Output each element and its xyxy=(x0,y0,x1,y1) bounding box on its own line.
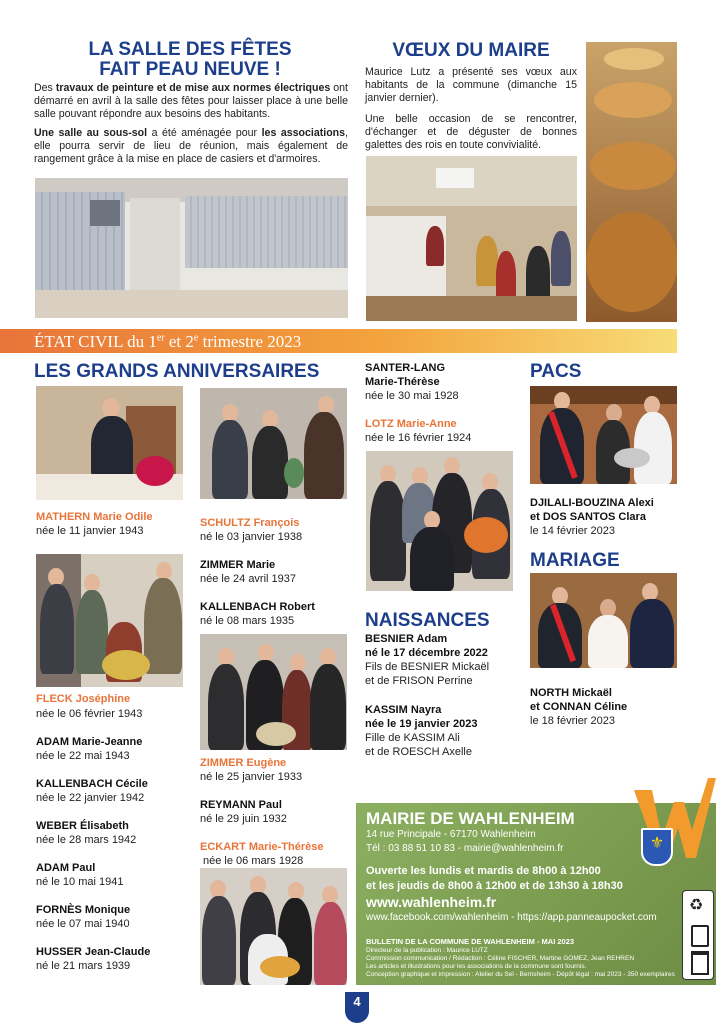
credit-line: Conception graphique et impression : Atelier du Sel - Bernsheim - Dépôt légal : mai 2023 - 350 exemplaires xyxy=(366,971,675,978)
salle-paragraph-2: Une salle au sous-sol a été aménagée pour les associations, elle pourra servir de lieu de réunion, mais également de rangement grâce à la mise en place de casiers et d'armoires. xyxy=(34,127,348,165)
naissance-parents-1: Fille de KASSIM Ali xyxy=(365,732,460,744)
pacs-title: PACS xyxy=(530,361,582,382)
annif-date: né le 03 janvier 1938 xyxy=(200,531,303,543)
mairie-social-links[interactable]: www.facebook.com/wahlenheim - https://app.panneaupocket.com xyxy=(366,912,657,923)
annif-date: né le 08 mars 1935 xyxy=(200,615,295,627)
salle-title-line2: FAIT PEAU NEUVE ! xyxy=(99,59,281,80)
naissance-parents-2: et de ROESCH Axelle xyxy=(365,746,472,758)
photo-zimmer xyxy=(200,634,347,750)
mariage-names-1: NORTH Mickaël xyxy=(530,687,612,699)
document-icon xyxy=(691,925,709,947)
voeux-paragraph-1: Maurice Lutz a présenté ses vœux aux habitants de la commune (dimanche 15 janvier dernier). xyxy=(365,66,577,104)
annif-date: née le 07 mai 1940 xyxy=(36,918,130,930)
photo-pacs xyxy=(530,386,677,484)
naissance-parents-1: Fils de BESNIER Mickaël xyxy=(365,661,490,673)
etat-civil-title: ÉTAT CIVIL du 1er et 2e trimestre 2023 xyxy=(34,332,302,351)
annif-date: née le 06 février 1943 xyxy=(36,708,143,720)
annif-name: HUSSER Jean-Claude xyxy=(36,946,151,958)
recycle-icon: ♻ xyxy=(689,897,704,914)
mairie-address: 14 rue Principale - 67170 Wahlenheim xyxy=(366,829,536,840)
naissance-parents-2: et de FRISON Perrine xyxy=(365,675,473,687)
annif-name: LOTZ Marie-Anne xyxy=(365,418,457,430)
galette-photo xyxy=(586,42,677,322)
annif-name: ZIMMER Eugène xyxy=(200,757,287,769)
salle-room-photo xyxy=(35,178,348,318)
annif-date: née le 30 mai 1928 xyxy=(365,390,459,402)
salle-paragraph-1: Des travaux de peinture et de mise aux normes électriques ont démarré en avril à la salle des fêtes pour laisser place à une belle salle pouvant répondre aux besoins des habitants. xyxy=(34,82,348,120)
annif-name: MATHERN Marie Odile xyxy=(36,511,153,523)
annif-name: ADAM Marie-Jeanne xyxy=(36,736,143,748)
annif-date: née le 06 mars 1928 xyxy=(203,855,304,867)
voeux-title: VŒUX DU MAIRE xyxy=(392,40,550,61)
annif-name: WEBER Élisabeth xyxy=(36,820,129,832)
voeux-paragraph-2: Une belle occasion de se rencontrer, d'échanger et de déguster de bonnes galettes des rois en toute convivialité. xyxy=(365,113,577,151)
annif-name-line2: Marie-Thérèse xyxy=(365,376,440,388)
annif-date: née le 28 mars 1942 xyxy=(36,834,137,846)
mairie-hours-2: et les jeudis de 8h00 à 12h00 et de 13h30 à 18h30 xyxy=(366,880,623,892)
naissance-date: née le 19 janvier 2023 xyxy=(365,718,478,730)
mariage-names-2: et CONNAN Céline xyxy=(530,701,628,713)
annif-date: née le 22 mai 1943 xyxy=(36,750,130,762)
annif-date: née le 22 janvier 1942 xyxy=(36,792,145,804)
annif-name-line1: SANTER-LANG xyxy=(365,362,446,374)
annif-name: KALLENBACH Robert xyxy=(200,601,315,613)
mariage-date: le 18 février 2023 xyxy=(530,715,615,727)
photo-eckart xyxy=(200,868,347,985)
photo-mariage xyxy=(530,573,677,668)
annif-date: née le 16 février 1924 xyxy=(365,432,472,444)
pacs-date: le 14 février 2023 xyxy=(530,525,615,537)
voeux-hall-photo xyxy=(366,156,577,321)
annif-name: ZIMMER Marie xyxy=(200,559,276,571)
salle-title xyxy=(34,40,346,80)
credit-line: Directeur de la publication : Maurice LUTZ xyxy=(366,947,488,954)
coat-of-arms-icon: ⚜ xyxy=(641,828,673,866)
annif-name: FLECK Joséphine xyxy=(36,693,131,705)
photo-lotz xyxy=(366,451,513,591)
annif-name: KALLENBACH Cécile xyxy=(36,778,148,790)
photo-schultz xyxy=(200,388,347,499)
credit-line: Commission communication / Rédaction : Céline FISCHER, Martine GOMEZ, Jean REHREN xyxy=(366,955,635,962)
naissance-name: BESNIER Adam xyxy=(365,633,448,645)
photo-mathern xyxy=(36,386,183,500)
pacs-names-1: DJILALI-BOUZINA Alexi xyxy=(530,497,654,509)
naissance-date: né le 17 décembre 2022 xyxy=(365,647,488,659)
mairie-website-link[interactable]: www.wahlenheim.fr xyxy=(366,894,497,910)
mairie-contact: Tél : 03 88 51 10 83 - mairie@wahlenheim.fr xyxy=(366,843,564,854)
anniversaires-title: LES GRANDS ANNIVERSAIRES xyxy=(34,361,320,382)
pacs-names-2: et DOS SANTOS Clara xyxy=(530,511,646,523)
credit-line: Les articles et illustrations pour les associations de la commune sont fournis. xyxy=(366,963,587,970)
trash-icon xyxy=(691,951,709,975)
naissance-name: KASSIM Nayra xyxy=(365,704,442,716)
mariage-title: MARIAGE xyxy=(530,550,620,571)
bulletin-title: BULLETIN DE LA COMMUNE DE WAHLENHEIM - MAI 2023 xyxy=(366,937,575,946)
annif-date: né le 10 mai 1941 xyxy=(36,876,124,888)
annif-name: FORNÈS Monique xyxy=(36,904,131,916)
annif-date: né le 21 mars 1939 xyxy=(36,960,131,972)
mairie-title: MAIRIE DE WAHLENHEIM xyxy=(366,809,575,828)
annif-name: REYMANN Paul xyxy=(200,799,282,811)
annif-name: SCHULTZ François xyxy=(200,517,300,529)
salle-title-line1: LA SALLE DES FÊTES xyxy=(88,39,292,60)
annif-date: née le 11 janvier 1943 xyxy=(36,525,144,537)
eco-icons xyxy=(682,890,714,980)
annif-date: née le 24 avril 1937 xyxy=(200,573,297,585)
mairie-hours-1: Ouverte les lundis et mardis de 8h00 à 12h00 xyxy=(366,865,601,877)
annif-date: né le 29 juin 1932 xyxy=(200,813,287,825)
annif-name: ADAM Paul xyxy=(36,862,96,874)
annif-name: ECKART Marie-Thérèse xyxy=(200,841,324,853)
page-number: 4 xyxy=(353,994,361,1009)
annif-date: né le 25 janvier 1933 xyxy=(200,771,303,783)
naissances-title: NAISSANCES xyxy=(365,610,490,631)
photo-fleck xyxy=(36,554,183,687)
